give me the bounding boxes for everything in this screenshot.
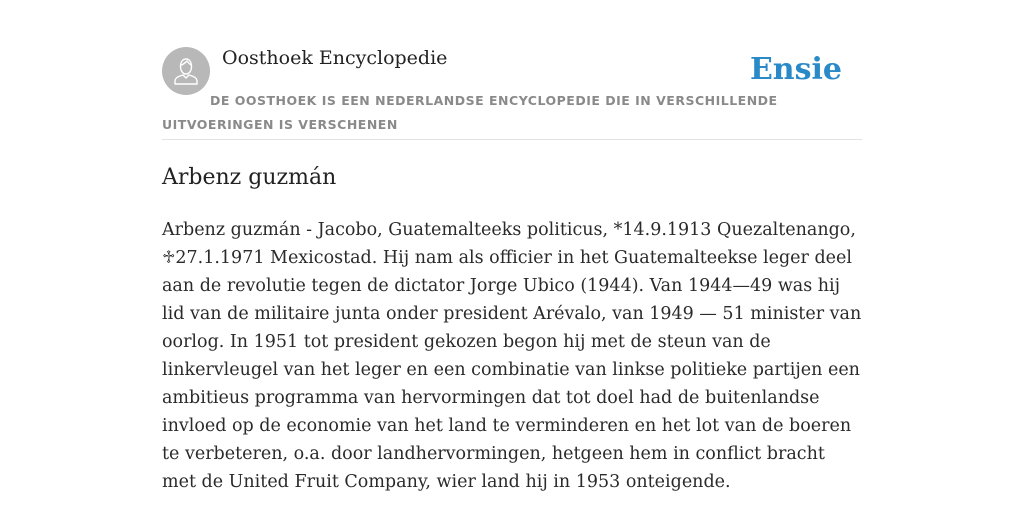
source-tagline: DE OOSTHOEK IS EEN NEDERLANDSE ENCYCLOPEDIE DIE IN VERSCHILLENDE UITVOERINGEN IS VERSCHENEN xyxy=(162,93,778,132)
article-body: Arbenz guzmán - Jacobo, Guatemalteeks politicus, *14.9.1913 Quezaltenango, ♱27.1.1971 Mexicostad. Hij nam als officier in het Guatemalteekse leger deel aan de revolutie tegen de dictator Jorge Ubico (1944). Van 1944—49 was hij lid van de militaire junta onder president Arévalo, van 1949 — 51 minister van oorlog. In 1951 tot president gekozen begon hij met de steun van de linkervleugel van het leger en een combinatie van linkse politieke partijen een ambitieus programma van hervormingen dat tot doel had de buitenlandse invloed op de economie van het land te verminderen en het lot van de boeren te verbeteren, o.a. door landhervormingen, hetgeen hem in conflict bracht met de United Fruit Company, wier land hij in 1953 onteigende. xyxy=(162,220,862,492)
user-silhouette-icon[interactable] xyxy=(162,47,210,95)
brand-logo[interactable]: Ensie xyxy=(749,52,842,87)
article-title: Arbenz guzmán xyxy=(162,165,337,190)
content-container xyxy=(162,0,862,492)
source-title[interactable]: Oosthoek Encyclopedie xyxy=(222,47,448,69)
source-header xyxy=(162,0,862,140)
